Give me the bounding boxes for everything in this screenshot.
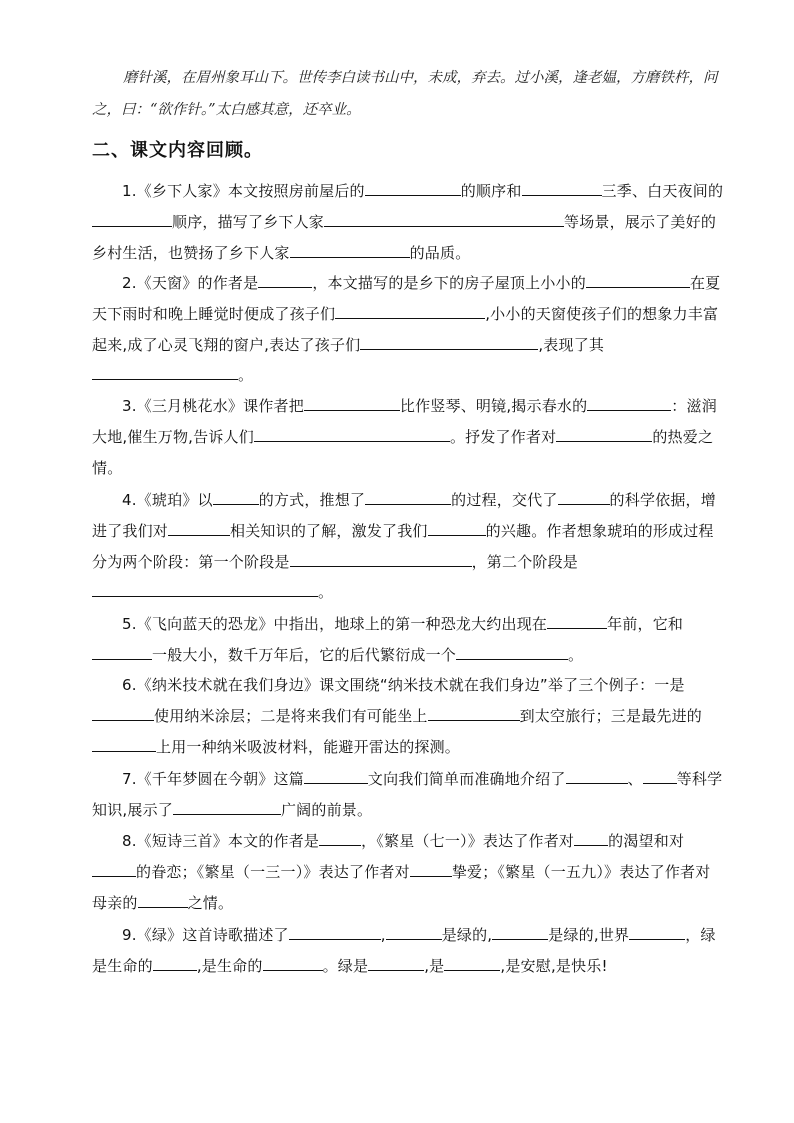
- question-text: 等场景，展示了美好的乡村生活，也赞扬了乡下人家: [92, 212, 717, 262]
- section-heading: 二、课文内容回顾。: [92, 140, 263, 161]
- question-number: 9.: [122, 926, 137, 944]
- question-text: 年前，它和: [607, 615, 684, 633]
- question-text: 、: [627, 770, 643, 788]
- answer-blank[interactable]: [456, 642, 568, 660]
- answer-blank[interactable]: [368, 953, 424, 971]
- question-number: 6.: [122, 676, 137, 694]
- question-text: 的眷恋；《繁星（一三一）》表达了作者对: [136, 862, 410, 881]
- question-text: 三季、白天夜间的: [601, 182, 724, 200]
- question-text: 的热爱之情。: [92, 427, 714, 477]
- question-text: 是绿的,: [441, 926, 493, 944]
- answer-blank[interactable]: [428, 518, 486, 536]
- answer-blank[interactable]: [410, 859, 452, 877]
- question-text: ：滋润大地,催生万物,告诉人们: [92, 397, 717, 446]
- answer-blank[interactable]: [556, 424, 652, 442]
- question-text: 的科学依据，增进了我们对: [92, 491, 716, 540]
- answer-blank[interactable]: [92, 734, 156, 752]
- question-text: ,小小的天窗使孩子们的想象力丰富起来,成了心灵飞翔的窗户,表达了孩子们: [92, 304, 719, 354]
- answer-blank[interactable]: [558, 487, 610, 505]
- answer-blank[interactable]: [254, 424, 450, 442]
- question-text: 《乡下人家》本文按照房前屋后的: [136, 182, 365, 200]
- answer-blank[interactable]: [428, 703, 520, 721]
- question-text: 到太空旅行；三是最先进的: [519, 706, 703, 725]
- question-text: 广阔的前景。: [280, 800, 373, 819]
- answer-blank[interactable]: [643, 766, 677, 784]
- question-3: [92, 391, 724, 483]
- question-number: 8.: [122, 832, 137, 850]
- question-text: ,是: [424, 956, 445, 975]
- answer-blank[interactable]: [522, 178, 602, 196]
- answer-blank[interactable]: [92, 642, 152, 660]
- question-text: 《纳米技术就在我们身边》课文围绕“纳米技术就在我们身边”举了三个例子：一是: [136, 676, 685, 694]
- answer-blank[interactable]: [587, 393, 671, 411]
- answer-blank[interactable]: [586, 270, 690, 288]
- answer-blank[interactable]: [173, 797, 281, 815]
- answer-blank[interactable]: [444, 953, 500, 971]
- answer-blank[interactable]: [92, 859, 136, 877]
- answer-blank[interactable]: [92, 362, 238, 380]
- question-text: 的方式，推想了: [258, 491, 366, 509]
- question-text: 《短诗三首》本文的作者是: [136, 832, 320, 850]
- question-text: 使用纳米涂层；二是将来我们有可能坐上: [154, 706, 428, 725]
- question-number: 7.: [122, 770, 137, 788]
- question-text: 在夏天下雨时和晚上睡觉时便成了孩子们: [92, 274, 721, 323]
- question-text: 的品质。: [409, 243, 471, 262]
- question-text: 《千年梦圆在今朝》这篇: [136, 770, 304, 788]
- question-text: 。: [318, 583, 334, 602]
- question-text: ，第二个阶段是: [471, 552, 579, 571]
- question-text: 之情。: [187, 893, 234, 912]
- answer-blank[interactable]: [138, 890, 188, 908]
- question-1: [92, 176, 724, 268]
- question-text: 等科学知识,展示了: [92, 770, 723, 819]
- question-5: [92, 609, 724, 671]
- answer-blank[interactable]: [168, 518, 230, 536]
- question-text: ，《繁星（七一）》表达了作者对: [361, 832, 575, 850]
- answer-blank[interactable]: [92, 703, 154, 721]
- question-number: 4.: [122, 491, 137, 509]
- question-text: 。: [568, 645, 584, 664]
- answer-blank[interactable]: [547, 611, 607, 629]
- question-number: 2.: [122, 274, 137, 292]
- question-number: 5.: [122, 615, 137, 633]
- answer-blank[interactable]: [566, 766, 628, 784]
- question-text: 的过程，交代了: [451, 491, 558, 509]
- question-text: 的顺序和: [460, 182, 522, 200]
- answer-blank[interactable]: [290, 549, 472, 567]
- answer-blank[interactable]: [290, 240, 410, 258]
- answer-blank[interactable]: [574, 828, 608, 846]
- question-text: ,表现了其: [538, 335, 605, 354]
- question-text: 《三月桃花水》课作者把: [136, 397, 304, 415]
- question-text: 《飞向蓝天的恐龙》中指出，地球上的第一种恐龙大约出现在: [136, 615, 548, 633]
- question-text: 。绿是: [322, 956, 369, 975]
- answer-blank[interactable]: [213, 487, 259, 505]
- answer-blank[interactable]: [629, 922, 685, 940]
- answer-blank[interactable]: [153, 953, 197, 971]
- question-text: 比作竖琴、明镜,揭示春水的: [399, 397, 588, 415]
- question-text: 文向我们简单而准确地介绍了: [367, 770, 566, 788]
- answer-blank[interactable]: [92, 209, 172, 227]
- answer-blank[interactable]: [360, 332, 538, 350]
- answer-blank[interactable]: [492, 922, 548, 940]
- answer-blank[interactable]: [335, 301, 485, 319]
- question-text: 。抒发了作者对: [449, 427, 557, 446]
- answer-blank[interactable]: [92, 579, 318, 597]
- question-text: ,是生命的: [196, 956, 263, 975]
- question-text: 一般大小，数千万年后，它的后代繁衍成一个: [152, 645, 457, 664]
- question-text: 的渴望和对: [608, 832, 685, 850]
- question-text: 顺序，描写了乡下人家: [172, 212, 325, 231]
- question-text: 上用一种纳米吸波材料，能避开雷达的探测。: [156, 737, 461, 756]
- intro-passage: 磨针溪，在眉州象耳山下。世传李白读书山中，未成，弃去。过小溪，逢老媪，方磨铁杵，问之，曰：“欲作针。”太白感其意，还卒业。: [92, 70, 718, 118]
- question-text: 的兴趣。作者想象琥珀的形成过程分为两个阶段：第一个阶段是: [92, 521, 714, 571]
- question-text: 《绿》这首诗歌描述了: [136, 926, 289, 944]
- answer-blank[interactable]: [289, 922, 381, 940]
- question-2: [92, 268, 724, 391]
- answer-blank[interactable]: [258, 270, 312, 288]
- answer-blank[interactable]: [319, 828, 361, 846]
- answer-blank[interactable]: [263, 953, 323, 971]
- answer-blank[interactable]: [365, 487, 451, 505]
- answer-blank[interactable]: [304, 393, 400, 411]
- question-text: ,是安慰,是快乐!: [500, 956, 608, 975]
- question-text: ，本文描写的是乡下的房子屋顶上小小的: [312, 274, 586, 292]
- question-8: [92, 826, 724, 918]
- answer-blank[interactable]: [386, 922, 442, 940]
- question-4: [92, 485, 724, 608]
- question-text: 挚爱；《繁星（一五九）》表达了作者对母亲的: [92, 862, 711, 912]
- answer-blank[interactable]: [365, 178, 461, 196]
- question-text: 相关知识的了解，激发了我们: [230, 521, 428, 540]
- question-text: 。: [238, 366, 254, 385]
- question-number: 1.: [122, 182, 137, 200]
- question-number: 3.: [122, 397, 137, 415]
- question-text: ，绿是生命的: [92, 926, 716, 975]
- question-text: 是绿的,世界: [548, 926, 630, 944]
- question-6: [92, 670, 724, 762]
- question-text: 《天窗》的作者是: [136, 274, 259, 292]
- question-text: ,: [380, 926, 386, 944]
- question-7: [92, 764, 724, 826]
- answer-blank[interactable]: [304, 766, 368, 784]
- answer-blank[interactable]: [324, 209, 564, 227]
- question-text: 《琥珀》以: [136, 491, 213, 509]
- question-9: [92, 920, 724, 982]
